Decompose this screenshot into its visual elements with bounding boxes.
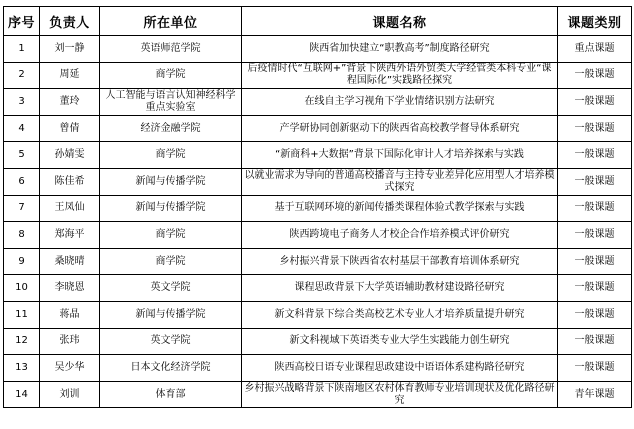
- cell-leader: 桑晓晴: [40, 248, 100, 275]
- cell-index: 4: [4, 115, 40, 142]
- cell-unit: 英文学院: [100, 328, 242, 355]
- cell-index: 13: [4, 355, 40, 382]
- cell-unit: 体育部: [100, 381, 242, 408]
- table-row: [4, 142, 632, 169]
- cell-category: 一般课题: [558, 328, 632, 355]
- table-row: [4, 381, 632, 408]
- cell-title: 乡村振兴背景下陕西省农村基层干部教育培训体系研究: [242, 248, 558, 275]
- cell-index: 10: [4, 275, 40, 302]
- cell-unit: 新闻与传播学院: [100, 195, 242, 222]
- cell-leader: 董玲: [40, 89, 100, 116]
- cell-index: 12: [4, 328, 40, 355]
- table-row: [4, 248, 632, 275]
- cell-category: 一般课题: [558, 142, 632, 169]
- cell-unit: 英文学院: [100, 275, 242, 302]
- table-header-row: [4, 7, 632, 36]
- header-unit: 所在单位: [100, 7, 242, 36]
- cell-leader: 曾倩: [40, 115, 100, 142]
- table-row: [4, 275, 632, 302]
- header-leader: 负责人: [40, 7, 100, 36]
- cell-leader: 周延: [40, 62, 100, 89]
- cell-unit: 商学院: [100, 62, 242, 89]
- cell-leader: 陈佳希: [40, 168, 100, 195]
- cell-title: 陕西高校日语专业课程思政建设中语语体系建构路径研究: [242, 355, 558, 382]
- cell-index: 5: [4, 142, 40, 169]
- cell-title: 乡村振兴战略背景下陕南地区农村体育教师专业培训现状及优化路径研究: [242, 381, 558, 408]
- cell-index: 7: [4, 195, 40, 222]
- cell-index: 14: [4, 381, 40, 408]
- cell-index: 3: [4, 89, 40, 116]
- cell-index: 6: [4, 168, 40, 195]
- cell-category: 一般课题: [558, 275, 632, 302]
- cell-leader: 刘一静: [40, 36, 100, 63]
- cell-title: 基于互联网环境的新闻传播类课程体验式教学探索与实践: [242, 195, 558, 222]
- table-row: [4, 36, 632, 63]
- table-row: [4, 195, 632, 222]
- cell-title: 陕西跨境电子商务人才校企合作培养模式评价研究: [242, 222, 558, 249]
- cell-unit: 经济金融学院: [100, 115, 242, 142]
- cell-title: 在线自主学习视角下学业情绪识别方法研究: [242, 89, 558, 116]
- project-list-table: [3, 6, 632, 408]
- cell-category: 一般课题: [558, 115, 632, 142]
- cell-category: 一般课题: [558, 195, 632, 222]
- cell-unit: 新闻与传播学院: [100, 168, 242, 195]
- cell-category: 一般课题: [558, 355, 632, 382]
- cell-category: 一般课题: [558, 168, 632, 195]
- cell-unit: 新闻与传播学院: [100, 301, 242, 328]
- table-row: [4, 328, 632, 355]
- table-body: [4, 36, 632, 408]
- cell-leader: 刘训: [40, 381, 100, 408]
- table-row: [4, 222, 632, 249]
- cell-title: 产学研协同创新驱动下的陕西省高校教学督导体系研究: [242, 115, 558, 142]
- cell-category: 一般课题: [558, 301, 632, 328]
- table-row: [4, 168, 632, 195]
- cell-unit: 日本文化经济学院: [100, 355, 242, 382]
- table-row: [4, 62, 632, 89]
- cell-leader: 郑海平: [40, 222, 100, 249]
- cell-title: 新文科视域下英语类专业大学生实践能力创生研究: [242, 328, 558, 355]
- cell-unit: 商学院: [100, 248, 242, 275]
- cell-unit: 商学院: [100, 142, 242, 169]
- cell-unit: 商学院: [100, 222, 242, 249]
- table-row: [4, 355, 632, 382]
- cell-index: 1: [4, 36, 40, 63]
- cell-title: 新文科背景下综合类高校艺术专业人才培养质量提升研究: [242, 301, 558, 328]
- cell-index: 8: [4, 222, 40, 249]
- cell-unit: 人工智能与语言认知神经科学重点实验室: [100, 89, 242, 116]
- cell-leader: 蒋晶: [40, 301, 100, 328]
- table-row: [4, 89, 632, 116]
- cell-title: “新商科+大数据”背景下国际化审计人才培养探索与实践: [242, 142, 558, 169]
- header-index: 序号: [4, 7, 40, 36]
- cell-leader: 张玮: [40, 328, 100, 355]
- cell-category: 一般课题: [558, 248, 632, 275]
- header-category: 课题类别: [558, 7, 632, 36]
- cell-leader: 王凤仙: [40, 195, 100, 222]
- table-row: [4, 115, 632, 142]
- cell-title: 课程思政背景下大学英语辅助教材建设路径研究: [242, 275, 558, 302]
- cell-category: 一般课题: [558, 89, 632, 116]
- cell-title: 以就业需求为导向的普通高校播音与主持专业差异化应用型人才培养模式探究: [242, 168, 558, 195]
- cell-index: 9: [4, 248, 40, 275]
- table-row: [4, 301, 632, 328]
- cell-category: 青年课题: [558, 381, 632, 408]
- header-title: 课题名称: [242, 7, 558, 36]
- cell-leader: 孙婧雯: [40, 142, 100, 169]
- cell-title: 后疫情时代“互联网+”背景下陕西外语外贸类大学经管类本科专业“课程国际化”实践路径探究: [242, 62, 558, 89]
- cell-leader: 李晓恩: [40, 275, 100, 302]
- cell-index: 11: [4, 301, 40, 328]
- cell-leader: 吴少华: [40, 355, 100, 382]
- cell-index: 2: [4, 62, 40, 89]
- cell-unit: 英语师范学院: [100, 36, 242, 63]
- cell-category: 一般课题: [558, 222, 632, 249]
- cell-title: 陕西省加快建立“职教高考”制度路径研究: [242, 36, 558, 63]
- cell-category: 一般课题: [558, 62, 632, 89]
- cell-category: 重点课题: [558, 36, 632, 63]
